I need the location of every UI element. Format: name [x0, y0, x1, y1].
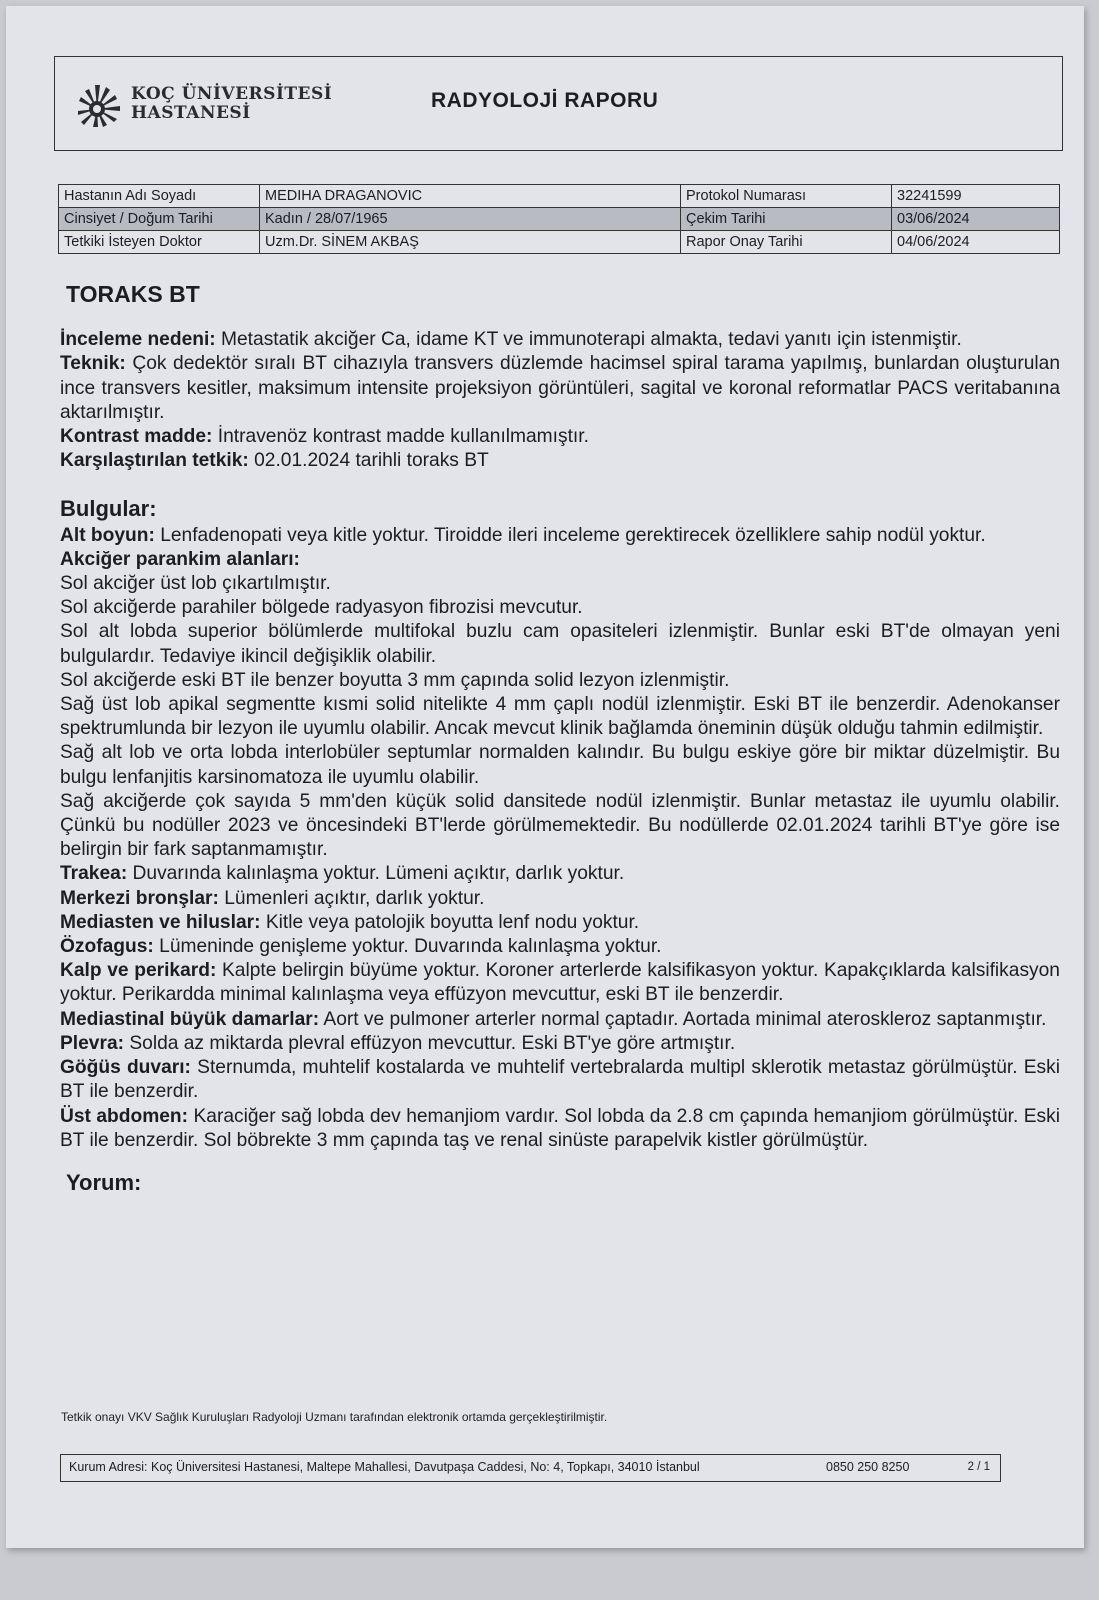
- abdomen-text: Karaciğer sağ lobda dev hemanjiom vardır. Sol lobda da 2.8 cm çapında hemanjiom görülmüştür. Eski BT ile benzerdir. Sol böbrekte 3 mm çapında taş ve renal sinüste parapelvik kistler görülmüştür.: [60, 1105, 1060, 1151]
- lung-line: Sol alt lobda superior bölümlerde multifokal buzlu cam opasiteleri izlenmiştir. Bunlar eski BT'de olmayan yeni bulgulardır. Tedaviye ikincil değişiklik olabilir.: [60, 621, 1060, 667]
- vessels-label: Mediastinal büyük damarlar:: [60, 1008, 320, 1030]
- comparison-label: Karşılaştırılan tetkik:: [60, 450, 249, 472]
- hospital-name-line2: HASTANESİ: [131, 103, 251, 123]
- pleura-label: Plevra:: [60, 1032, 124, 1054]
- report-title: RADYOLOJİ RAPORU: [431, 89, 659, 112]
- contrast-paragraph: [60, 425, 1060, 449]
- chest-wall-text: Sternumda, muhtelif kostalarda ve muhtelif vertebralarda multipl sklerotik metastaz görülmüştür. Eski BT ile benzerdir.: [60, 1057, 1060, 1103]
- exam-title: TORAKS BT: [66, 281, 200, 307]
- reason-label: İnceleme nedeni:: [60, 329, 216, 351]
- doctor-value: Uzm.Dr. SİNEM AKBAŞ: [260, 231, 681, 254]
- lower-neck-label: Alt boyun:: [60, 524, 155, 546]
- lower-neck-text: Lenfadenopati veya kitle yoktur. Tiroidde ileri inceleme gerektirecek özelliklere sahip nodül yoktur.: [160, 524, 986, 546]
- heart-paragraph: [60, 959, 1060, 1007]
- trachea-label: Trakea:: [60, 863, 128, 885]
- gender-value: Kadın / 28/07/1965: [260, 208, 681, 231]
- heart-label: Kalp ve perikard:: [60, 960, 217, 982]
- hospital-logo: [73, 83, 373, 133]
- bronchi-text: Lümenleri açıktır, darlık yoktur.: [224, 887, 485, 909]
- footer-phone: 0850 250 8250: [826, 1460, 910, 1474]
- lung-line: Sağ alt lob ve orta lobda interlobüler septumlar normalden kalındır. Bu bulgu eskiye göre bir miktar düzelmiştir. Bu bulgu lenfanjitis karsinomatoza ile uyumlu olabilir.: [60, 742, 1060, 788]
- name-value: MEDIHA DRAGANOVIC: [260, 185, 681, 208]
- chest-wall-paragraph: [60, 1056, 1060, 1104]
- lung-line: Sol akciğer üst lob çıkartılmıştır.: [60, 573, 331, 595]
- hospital-name-line1: KOÇ ÜNİVERSİTESİ: [131, 84, 333, 104]
- approval-date-label: Rapor Onay Tarihi: [681, 231, 892, 254]
- findings-title: Bulgular:: [60, 496, 157, 522]
- mediastinum-label: Mediasten ve hiluslar:: [60, 911, 261, 933]
- contrast-text: İntravenöz kontrast madde kullanılmamıştır.: [217, 426, 589, 448]
- abdomen-paragraph: [60, 1105, 1060, 1153]
- doctor-label: Tetkiki İsteyen Doktor: [59, 231, 260, 254]
- trachea-paragraph: [60, 862, 1060, 886]
- lung-line: Sol akciğerde parahiler bölgede radyasyon fibrozisi mevcutur.: [60, 597, 583, 619]
- bronchi-label: Merkezi bronşlar:: [60, 887, 219, 909]
- lung-title: [60, 548, 1060, 572]
- comparison-text: 02.01.2024 tarihli toraks BT: [254, 450, 489, 472]
- report-page: [6, 6, 1084, 1548]
- scan-date-value: 03/06/2024: [892, 208, 1060, 231]
- lung-line: Sağ akciğerde çok sayıda 5 mm'den küçük solid dansitede nodül izlenmiştir. Bunlar metastaz ile uyumlu olabilir. Çünkü bu nodüller 2023 ve öncesindeki BT'lerde görülmemektedir. Bu nodüllerde 02.01.2024 tarihli BT'ye göre ise belirgin bir fark saptanmamıştır.: [60, 790, 1060, 861]
- technique-paragraph: [60, 352, 1060, 425]
- protocol-label: Protokol Numarası: [681, 185, 892, 208]
- mediastinum-text: Kitle veya patolojik boyutta lenf nodu yoktur.: [265, 911, 640, 933]
- abdomen-label: Üst abdomen:: [60, 1105, 189, 1127]
- report-header: [54, 56, 1063, 151]
- gender-label: Cinsiyet / Doğum Tarihi: [59, 208, 260, 231]
- mediastinum-paragraph: [60, 911, 1060, 935]
- bronchi-paragraph: [60, 887, 1060, 911]
- chest-wall-label: Göğüs duvarı:: [60, 1057, 191, 1079]
- approval-date-value: 04/06/2024: [892, 231, 1060, 254]
- sunburst-logo-icon: [73, 83, 125, 129]
- vessels-text: Aort ve pulmoner arterler normal çaptadır. Aortada minimal ateroskleroz saptanmıştır.: [323, 1008, 1047, 1030]
- comment-title: Yorum:: [66, 1169, 142, 1195]
- esophagus-paragraph: [60, 935, 1060, 959]
- footer: [60, 1454, 1001, 1482]
- reason-text: Metastatik akciğer Ca, idame KT ve immunoterapi almakta, tedavi yanıtı için istenmiştir.: [221, 329, 962, 351]
- patient-row-doctor: [59, 231, 1060, 254]
- technique-text: Çok dedektör sıralı BT cihazıyla transvers düzlemde hacimsel spiral tarama yapılmış, bunlardan oluşturulan ince transvers kesitler, maksimum intensite projeksiyon görüntüleri, sagital ve koronal reformatlar PACS veritabanına aktarılmıştır.: [60, 353, 1060, 423]
- approval-note: Tetkik onayı VKV Sağlık Kuruluşları Radyoloji Uzmanı tarafından elektronik ortamda gerçekleştirilmiştir.: [61, 1410, 608, 1424]
- esophagus-label: Özofagus:: [60, 936, 154, 958]
- pleura-paragraph: [60, 1032, 1060, 1056]
- vessels-paragraph: [60, 1008, 1060, 1032]
- trachea-text: Duvarında kalınlaşma yoktur. Lümeni açıktır, darlık yoktur.: [132, 863, 625, 885]
- pleura-text: Solda az miktarda plevral effüzyon mevcuttur. Eski BT'ye göre artmıştır.: [129, 1032, 736, 1054]
- reason-paragraph: [60, 328, 1060, 352]
- lung-title-text: Akciğer parankim alanları:: [60, 548, 300, 570]
- lung-line: Sağ üst lob apikal segmentte kısmi solid nitelikte 4 mm çaplı nodül izlenmiştir. Eski BT ile benzerdir. Adenokanser spektrumlunda bir lezyon ile uyumlu olabilir. Ancak mevcut klinik bağlamda öneminin düşük olduğu tahmin edilmiştir.: [60, 694, 1060, 740]
- esophagus-text: Lümeninde genişleme yoktur. Duvarında kalınlaşma yoktur.: [159, 936, 662, 958]
- report-body: [60, 282, 1060, 1195]
- scan-date-label: Çekim Tarihi: [681, 208, 892, 231]
- footer-address: Kurum Adresi: Koç Üniversitesi Hastanesi, Maltepe Mahallesi, Davutpaşa Caddesi, No: 4, Topkapı, 34010 İstanbul: [69, 1460, 700, 1474]
- technique-label: Teknik:: [60, 353, 126, 375]
- patient-row-name: [59, 185, 1060, 208]
- hospital-name: [131, 85, 332, 123]
- lower-neck-paragraph: [60, 524, 1060, 548]
- patient-info-table: [58, 184, 1060, 254]
- lung-line: Sol akciğerde eski BT ile benzer boyutta 3 mm çapında solid lezyon izlenmiştir.: [60, 669, 730, 691]
- page-number: 2 / 1: [967, 1461, 990, 1473]
- comparison-paragraph: [60, 449, 1060, 473]
- heart-text: Kalpte belirgin büyüme yoktur. Koroner arterlerde kalsifikasyon yoktur. Kapakçıklarda kalsifikasyon yoktur. Perikardda minimal kalınlaşma veya effüzyon mevcuttur, eski BT ile benzerdir.: [60, 960, 1060, 1006]
- protocol-value: 32241599: [892, 185, 1060, 208]
- name-label: Hastanın Adı Soyadı: [59, 185, 260, 208]
- contrast-label: Kontrast madde:: [60, 426, 213, 448]
- patient-row-gender: [59, 208, 1060, 231]
